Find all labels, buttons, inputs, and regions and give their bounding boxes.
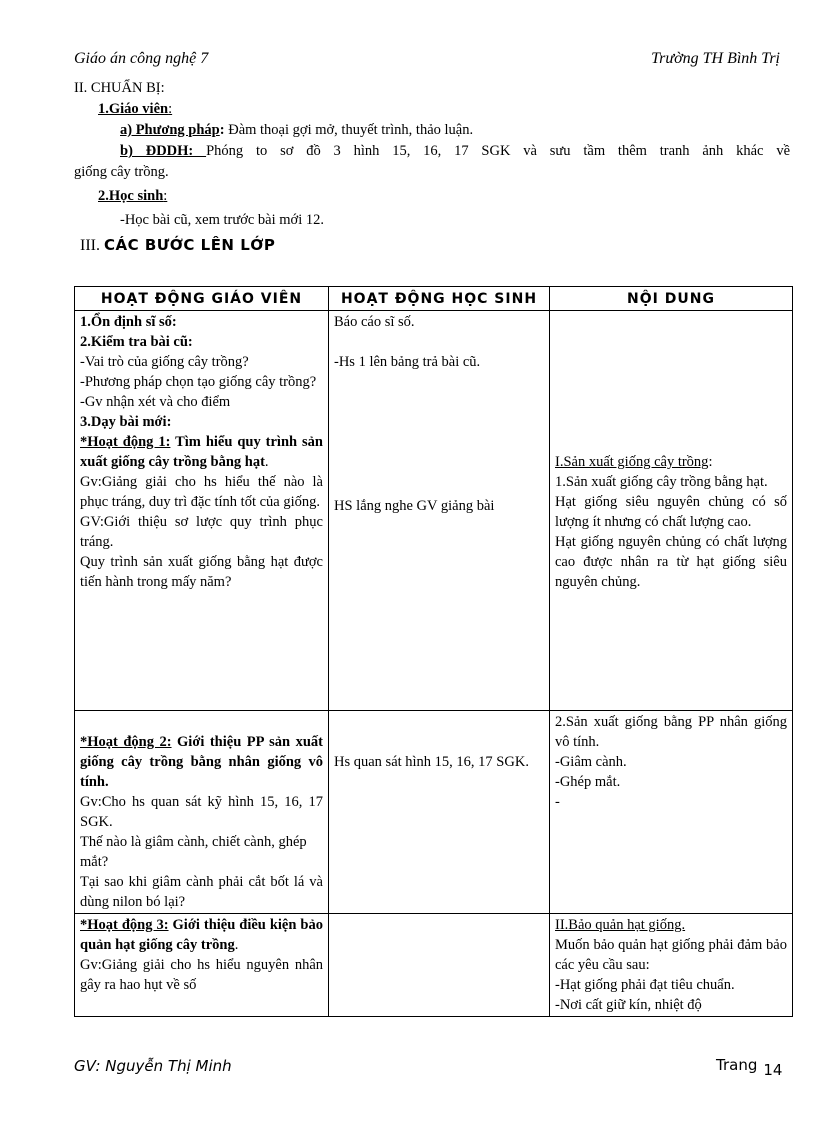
content-2-l2: -Giâm cành. — [555, 754, 627, 770]
section-3-prefix: III. — [80, 237, 104, 254]
preparation-section — [74, 78, 790, 256]
activity-2-p2: Thế nào là giâm cành, chiết cành, ghép mắt? — [80, 834, 307, 870]
row2-content-cell — [550, 711, 793, 914]
method-label: a) Phương pháp — [120, 122, 220, 138]
lesson-steps-table — [74, 286, 793, 1017]
student-heading-line — [74, 186, 790, 207]
activity-3-label: *Hoạt động 3: — [80, 917, 169, 933]
row2-student-cell — [329, 711, 550, 914]
row1-teacher-cell — [75, 311, 329, 711]
header-content: NỘI DUNG — [550, 287, 793, 311]
teacher-heading: 1.Giáo viên — [98, 101, 169, 117]
content-1-l3: Hạt giống nguyên chủng có chất lượng cao được nhân ra từ hạt giống siêu nguyên chủng. — [555, 534, 787, 590]
activity-1-p3: Quy trình sản xuất giống bằng hạt được tiến hành trong mấy năm? — [80, 554, 323, 590]
activity-2-label: *Hoạt động 2: — [80, 734, 172, 750]
page-label: Trang — [716, 1056, 758, 1074]
row3-student-cell — [329, 914, 550, 1017]
activity-1-label: *Hoạt động 1: — [80, 434, 171, 450]
method-line — [74, 120, 790, 141]
table-row — [75, 711, 793, 914]
activity-3-title — [80, 915, 323, 955]
content-heading-1-colon: : — [708, 454, 713, 470]
section-2-title: II. CHUẨN BỊ: — [74, 80, 165, 96]
content-3-l2: -Hạt giống phải đạt tiêu chuẩn. — [555, 977, 735, 993]
table-row — [75, 311, 793, 711]
header-school: Trường TH Bình Trị — [651, 50, 780, 67]
row3-content-cell — [550, 914, 793, 1017]
method-colon: : — [219, 122, 225, 138]
aids-line-1 — [74, 141, 790, 162]
student-report: Báo cáo sĩ số. — [334, 314, 415, 330]
header-student-activity: HOẠT ĐỘNG HỌC SINH — [329, 287, 550, 311]
teacher-heading-colon: : — [168, 101, 173, 117]
row1-student-cell — [329, 311, 550, 711]
section-3-title: CÁC BƯỚC LÊN LỚP — [103, 236, 276, 254]
activity-3-text: Giới thiệu điều kiện bảo quản hạt giống cây trồng — [80, 917, 323, 953]
student-listen: HS lắng nghe GV giảng bài — [334, 498, 495, 514]
page-number: 14 — [763, 1061, 783, 1079]
row1-content-cell — [550, 311, 793, 711]
content-2-l4: - — [555, 794, 560, 810]
content-3-l1: Muốn bảo quản hạt giống phải đảm bảo các yêu cầu sau: — [555, 937, 787, 973]
table-row — [75, 914, 793, 1017]
content-heading-1-text: I.Sản xuất giống cây trồng — [555, 454, 709, 470]
student-text: -Học bài cũ, xem trước bài mới 12. — [120, 212, 324, 228]
student-answer: -Hs 1 lên bảng trả bài cũ. — [334, 354, 481, 370]
activity-2-p3: Tại sao khi giâm cành phải cắt bốt lá và dùng nilon bó lại? — [80, 874, 323, 910]
content-1-l2: Hạt giống siêu nguyên chủng có số lượng ít nhưng có chất lượng cao. — [555, 494, 787, 530]
student-heading-colon: : — [163, 188, 168, 204]
method-text: Đàm thoại gợi mở, thuyết trình, thảo luận. — [224, 122, 474, 138]
content-3-l3: -Nơi cất giữ kín, nhiệt độ — [555, 997, 702, 1013]
activity-2-title — [80, 732, 323, 792]
row3-teacher-cell — [75, 914, 329, 1017]
activity-1-p1: Gv:Giảng giải cho hs hiểu thế nào là phục tráng, duy trì đặc tính tốt của giống. — [80, 474, 323, 510]
aids-text-2: giống cây trồng. — [74, 164, 169, 180]
activity-3-p1: Gv:Giảng giải cho hs hiểu nguyên nhân gây ra hao hụt về số — [80, 957, 323, 993]
activity-2-text: Giới thiệu PP sản xuất giống cây trồng bằng nhân giống vô tính. — [80, 734, 323, 790]
content-heading-1 — [555, 452, 787, 472]
teacher-heading-line — [74, 99, 790, 120]
activity-1-dot: . — [264, 454, 269, 470]
student-observe: Hs quan sát hình 15, 16, 17 SGK. — [334, 754, 529, 770]
activity-2-p1: Gv:Cho hs quan sát kỹ hình 15, 16, 17 SGK. — [80, 794, 323, 830]
section-3-title-line — [74, 235, 790, 256]
content-2-l3: -Ghép mắt. — [555, 774, 621, 790]
question-3: -Gv nhận xét và cho điểm — [80, 394, 231, 410]
activity-3-dot: . — [234, 937, 239, 953]
student-heading: 2.Học sinh — [98, 188, 164, 204]
content-1-l1: 1.Sản xuất giống cây trồng bằng hạt. — [555, 474, 768, 490]
content-heading-2: II.Bảo quản hạt giống. — [555, 917, 686, 933]
new-lesson: 3.Dạy bài mới: — [80, 414, 172, 430]
activity-1-text: Tìm hiểu quy trình sản xuất giống cây trồng bằng hạt — [80, 434, 323, 470]
aids-label: b) ĐDDH: — [120, 143, 207, 159]
question-1: -Vai trò của giống cây trồng? — [80, 354, 249, 370]
content-2-l1: 2.Sản xuất giống bằng PP nhân giống vô tính. — [555, 714, 787, 750]
check-old-lesson: 2.Kiểm tra bài cũ: — [80, 334, 193, 350]
aids-text-1: Phóng to sơ đồ 3 hình 15, 16, 17 SGK và sưu tầm thêm tranh ảnh khác về — [206, 143, 790, 159]
footer-teacher: GV: Nguyễn Thị Minh — [74, 1057, 232, 1075]
footer-page — [716, 1056, 783, 1079]
row2-teacher-cell — [75, 711, 329, 914]
header-teacher-activity: HOẠT ĐỘNG GIÁO VIÊN — [75, 287, 329, 311]
activity-1-title — [80, 432, 323, 472]
table-header-row — [75, 287, 793, 311]
activity-1-p2: GV:Giới thiệu sơ lược quy trình phục tráng. — [80, 514, 323, 550]
header-subject: Giáo án công nghệ 7 — [74, 50, 209, 67]
question-2: -Phương pháp chọn tạo giống cây trồng? — [80, 374, 317, 390]
stabilize-attendance: 1.Ổn định sĩ số: — [80, 314, 177, 330]
